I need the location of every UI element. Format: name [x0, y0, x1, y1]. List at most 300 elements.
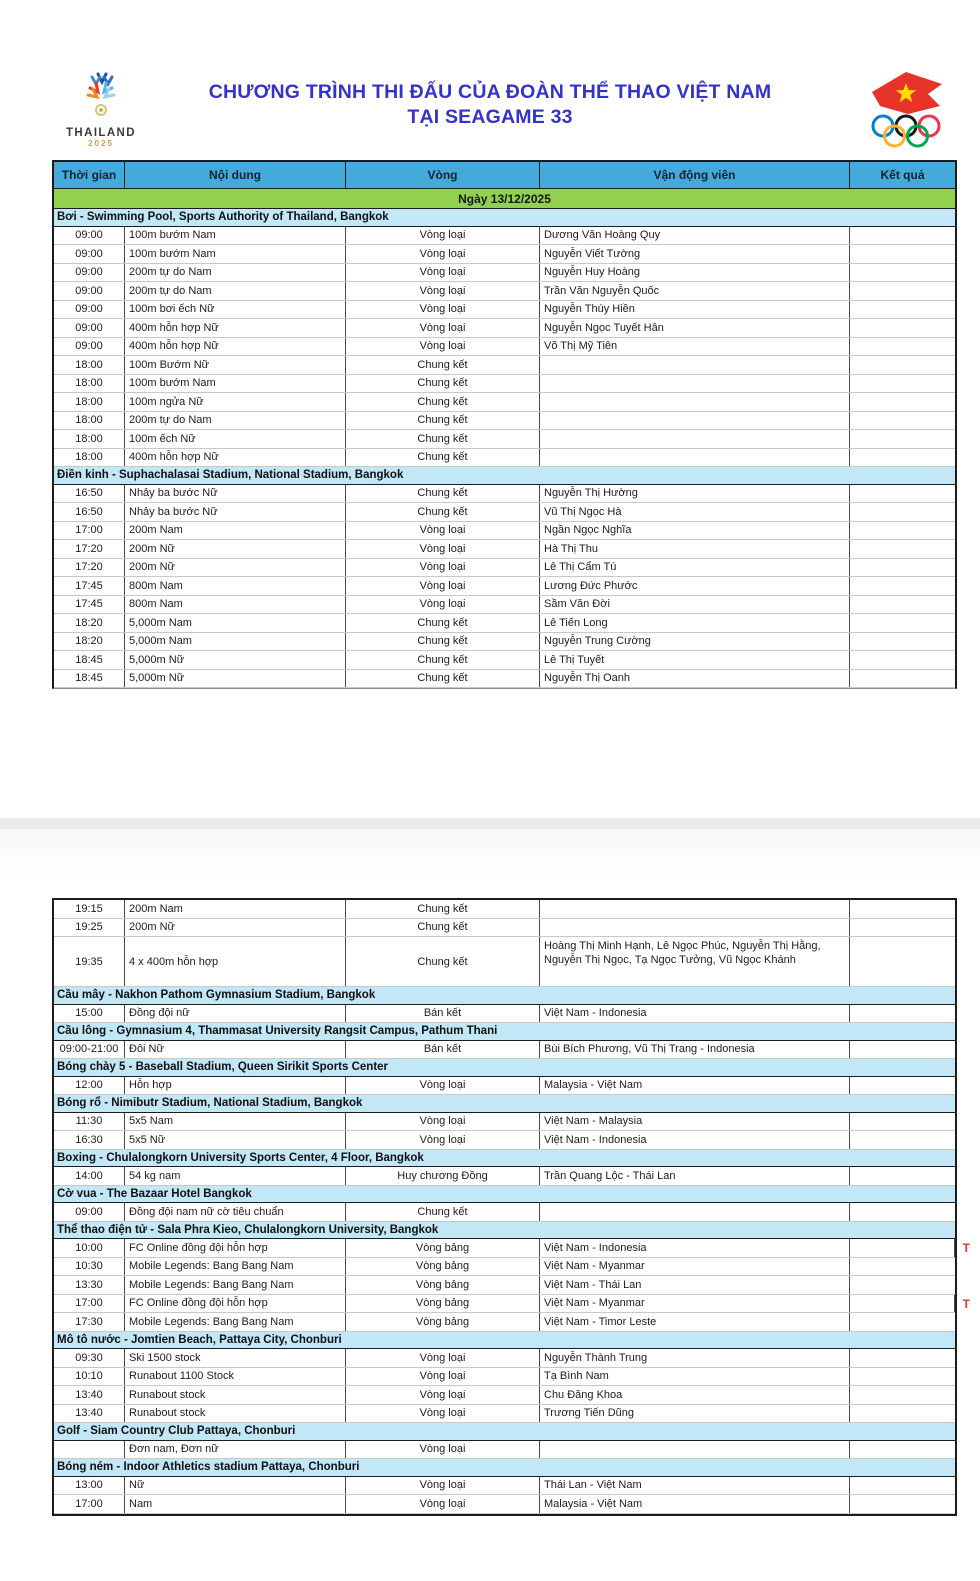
result-cell [850, 1368, 955, 1386]
result-cell [850, 1477, 955, 1495]
athlete-cell: Lê Thị Tuyết [540, 651, 850, 669]
schedule-row [54, 522, 955, 541]
event-cell: 100m ếch Nữ [125, 430, 346, 448]
athlete-cell: Nguyễn Huy Hoàng [540, 264, 850, 282]
schedule-row [54, 1405, 955, 1424]
round-cell: Vòng loại [346, 1495, 540, 1513]
time-cell: 09:00-21:00 [54, 1041, 125, 1059]
athlete-cell: Nguyễn Ngọc Tuyết Hân [540, 319, 850, 337]
round-cell: Vòng loại [346, 245, 540, 263]
time-cell: 13:30 [54, 1276, 125, 1294]
result-cell [850, 503, 955, 521]
result-cell [850, 245, 955, 263]
round-cell: Vòng loại [346, 319, 540, 337]
round-cell: Bán kết [346, 1005, 540, 1023]
event-cell: 200m Nam [125, 522, 346, 540]
athlete-cell: Nguyễn Viết Tường [540, 245, 850, 263]
result-cell [850, 1258, 955, 1276]
event-cell: 200m Nữ [125, 559, 346, 577]
event-cell: 5,000m Nữ [125, 651, 346, 669]
event-cell: Đồng đội nữ [125, 1005, 346, 1023]
round-cell: Chung kết [346, 919, 540, 937]
result-cell [850, 1386, 955, 1404]
event-cell: Đồng đội nam nữ cờ tiêu chuẩn [125, 1203, 346, 1221]
time-cell: 13:00 [54, 1477, 125, 1495]
time-cell: 16:50 [54, 503, 125, 521]
result-cell [850, 1167, 955, 1185]
brand-header [0, 68, 980, 152]
athlete-cell: Malaysia - Việt Nam [540, 1077, 850, 1095]
time-cell: 09:00 [54, 319, 125, 337]
athlete-cell [540, 449, 850, 467]
time-cell: 18:00 [54, 449, 125, 467]
result-cell [850, 1276, 955, 1294]
event-cell: Ski 1500 stock [125, 1349, 346, 1367]
event-cell: 100m bướm Nam [125, 245, 346, 263]
schedule-row [54, 1077, 955, 1096]
time-cell: 14:00 [54, 1167, 125, 1185]
result-cell [850, 1349, 955, 1367]
schedule-row [54, 227, 955, 246]
athlete-cell: Việt Nam - Myanmar [540, 1258, 850, 1276]
athlete-cell: Trương Tiến Dũng [540, 1405, 850, 1423]
result-cell [850, 1077, 955, 1095]
section-header-row: Cầu lông - Gymnasium 4, Thammasat University Rangsit Campus, Pathum Thani [54, 1022, 955, 1041]
athlete-cell [540, 1441, 850, 1459]
section-header-row: Bóng ném - Indoor Athletics stadium Pattaya, Chonburi [54, 1458, 955, 1477]
event-cell: 200m Nữ [125, 540, 346, 558]
round-cell: Vòng loại [346, 522, 540, 540]
result-cell [850, 937, 955, 986]
round-cell: Vòng bảng [346, 1276, 540, 1294]
section-header-row: Boxing - Chulalongkorn University Sports Center, 4 Floor, Bangkok [54, 1149, 955, 1168]
event-cell: 400m hỗn hợp Nữ [125, 319, 346, 337]
result-cell [850, 449, 955, 467]
event-cell: 100m Bướm Nữ [125, 356, 346, 374]
result-cell [850, 1239, 955, 1257]
schedule-row [54, 633, 955, 652]
schedule-row [54, 1441, 955, 1460]
result-cell [850, 485, 955, 503]
athlete-cell: Ngần Ngọc Nghĩa [540, 522, 850, 540]
time-cell: 09:00 [54, 338, 125, 356]
schedule-row [54, 485, 955, 504]
time-cell: 18:45 [54, 670, 125, 688]
thailand-logo-year: 2025 [88, 139, 114, 148]
schedule-row [54, 559, 955, 578]
round-cell: Chung kết [346, 412, 540, 430]
schedule-row [54, 670, 955, 689]
event-cell: Nam [125, 1495, 346, 1513]
event-cell: 200m Nữ [125, 919, 346, 937]
schedule-table-part1 [52, 160, 957, 689]
schedule-row [54, 1005, 955, 1024]
athlete-cell: Thái Lan - Việt Nam [540, 1477, 850, 1495]
time-cell: 10:00 [54, 1239, 125, 1257]
event-cell: FC Online đồng đội hỗn hợp [125, 1295, 346, 1313]
result-cell [850, 1295, 955, 1313]
time-cell: 19:15 [54, 900, 125, 918]
time-cell: 09:30 [54, 1349, 125, 1367]
round-cell: Vòng loại [346, 1386, 540, 1404]
time-cell: 19:35 [54, 937, 125, 986]
result-cell [850, 356, 955, 374]
round-cell: Vòng loại [346, 596, 540, 614]
result-cell [850, 282, 955, 300]
round-cell: Vòng loại [346, 282, 540, 300]
result-cell [850, 1041, 955, 1059]
schedule-row [54, 1239, 970, 1258]
time-cell: 18:20 [54, 614, 125, 632]
schedule-row [54, 319, 955, 338]
schedule-row [54, 245, 955, 264]
event-cell: 5x5 Nữ [125, 1131, 346, 1149]
schedule-row [54, 1203, 955, 1222]
event-cell: 100m ngửa Nữ [125, 393, 346, 411]
round-cell: Vòng loại [346, 540, 540, 558]
schedule-row [54, 1295, 970, 1314]
time-cell: 17:20 [54, 559, 125, 577]
edge-mark-t: T [962, 1241, 970, 1255]
athlete-cell: Việt Nam - Indonesia [540, 1005, 850, 1023]
athlete-cell: Malaysia - Việt Nam [540, 1495, 850, 1513]
section-header-row: Thể thao điện tử - Sala Phra Kieo, Chulalongkorn University, Bangkok [54, 1221, 955, 1240]
round-cell: Chung kết [346, 430, 540, 448]
round-cell: Chung kết [346, 356, 540, 374]
time-cell: 10:30 [54, 1258, 125, 1276]
athlete-cell [540, 1203, 850, 1221]
round-cell: Bán kết [346, 1041, 540, 1059]
time-cell: 11:30 [54, 1113, 125, 1131]
time-cell: 15:00 [54, 1005, 125, 1023]
event-cell: Mobile Legends: Bang Bang Nam [125, 1313, 346, 1331]
result-cell [850, 393, 955, 411]
athlete-cell: Trần Văn Nguyễn Quốc [540, 282, 850, 300]
schedule-row [54, 1477, 955, 1496]
page-title [120, 80, 860, 130]
section-header-row: Cờ vua - The Bazaar Hotel Bangkok [54, 1185, 955, 1204]
schedule-row [54, 449, 955, 468]
schedule-row [54, 412, 955, 431]
time-cell [54, 1441, 125, 1459]
round-cell: Chung kết [346, 651, 540, 669]
round-cell: Chung kết [346, 1203, 540, 1221]
athlete-cell: Lương Đức Phước [540, 577, 850, 595]
schedule-row [54, 1349, 955, 1368]
round-cell: Vòng loại [346, 577, 540, 595]
result-cell [850, 375, 955, 393]
round-cell: Vòng loại [346, 1113, 540, 1131]
round-cell: Chung kết [346, 900, 540, 918]
time-cell: 17:20 [54, 540, 125, 558]
result-cell [850, 577, 955, 595]
result-cell [850, 338, 955, 356]
schedule-row [54, 301, 955, 320]
event-cell: Đơn nam, Đơn nữ [125, 1441, 346, 1459]
round-cell: Vòng loại [346, 264, 540, 282]
event-cell: 5,000m Nam [125, 614, 346, 632]
time-cell: 17:45 [54, 596, 125, 614]
athlete-cell: Nguyễn Thành Trung [540, 1349, 850, 1367]
section-header-row: Bơi - Swimming Pool, Sports Authority of Thailand, Bangkok [54, 208, 955, 227]
scroll-stitch-fade [0, 829, 980, 877]
result-cell [850, 596, 955, 614]
round-cell: Vòng loại [346, 1368, 540, 1386]
round-cell: Chung kết [346, 633, 540, 651]
event-cell: Nữ [125, 1477, 346, 1495]
result-cell [850, 264, 955, 282]
round-cell: Vòng bảng [346, 1313, 540, 1331]
schedule-row [54, 1113, 955, 1132]
result-cell [850, 412, 955, 430]
schedule-row [54, 1276, 955, 1295]
event-cell: 800m Nam [125, 577, 346, 595]
athlete-cell [540, 412, 850, 430]
round-cell: Huy chương Đồng [346, 1167, 540, 1185]
round-cell: Chung kết [346, 614, 540, 632]
schedule-row [54, 356, 955, 375]
athlete-cell: Bùi Bích Phương, Vũ Thị Trang - Indonesia [540, 1041, 850, 1059]
section-header-row: Bóng chày 5 - Baseball Stadium, Queen Sirikit Sports Center [54, 1058, 955, 1077]
athlete-cell: Nguyễn Thị Hường [540, 485, 850, 503]
time-cell: 09:00 [54, 282, 125, 300]
event-cell: 200m tự do Nam [125, 412, 346, 430]
page-title-line2: TẠI SEAGAME 33 [407, 106, 573, 128]
round-cell: Vòng loại [346, 559, 540, 577]
event-cell: 100m bướm Nam [125, 375, 346, 393]
schedule-row [54, 651, 955, 670]
result-cell [850, 1005, 955, 1023]
round-cell: Chung kết [346, 375, 540, 393]
schedule-row [54, 1258, 955, 1277]
athlete-cell: Nguyễn Trung Cường [540, 633, 850, 651]
result-cell [850, 1441, 955, 1459]
vietnam-olympic-flag-rings-icon [860, 68, 952, 150]
page-title-line1: CHƯƠNG TRÌNH THI ĐẤU CỦA ĐOÀN THỂ THAO VIỆT NAM [208, 81, 772, 103]
time-cell: 16:30 [54, 1131, 125, 1149]
athlete-cell: Việt Nam - Myanmar [540, 1295, 850, 1313]
result-cell [850, 301, 955, 319]
round-cell: Vòng loại [346, 1349, 540, 1367]
time-cell: 18:00 [54, 412, 125, 430]
time-cell: 17:30 [54, 1313, 125, 1331]
athlete-cell: Việt Nam - Indonesia [540, 1239, 850, 1257]
result-cell [850, 1131, 955, 1149]
event-cell: 5x5 Nam [125, 1113, 346, 1131]
athlete-cell: Lê Tiến Long [540, 614, 850, 632]
schedule-row [54, 900, 955, 919]
result-cell [850, 540, 955, 558]
athlete-cell: Hà Thị Thu [540, 540, 850, 558]
result-cell [850, 614, 955, 632]
time-cell: 17:00 [54, 1495, 125, 1513]
schedule-row [54, 540, 955, 559]
scroll-stitch-band [0, 818, 980, 829]
athlete-cell: Dương Văn Hoàng Quy [540, 227, 850, 245]
time-cell: 09:00 [54, 301, 125, 319]
round-cell: Vòng bảng [346, 1258, 540, 1276]
thailand-logo-text: THAILAND [66, 127, 136, 139]
event-cell: 200m Nam [125, 900, 346, 918]
schedule-row [54, 1131, 955, 1150]
athlete-cell [540, 900, 850, 918]
schedule-row [54, 1386, 955, 1405]
event-cell: 400m hỗn hợp Nữ [125, 338, 346, 356]
athlete-cell: Võ Thị Mỹ Tiên [540, 338, 850, 356]
result-cell [850, 430, 955, 448]
date-row: Ngày 13/12/2025 [54, 189, 955, 209]
schedule-row [54, 1167, 955, 1186]
time-cell: 18:00 [54, 375, 125, 393]
time-cell: 18:00 [54, 430, 125, 448]
time-cell: 17:00 [54, 522, 125, 540]
schedule-row [54, 614, 955, 633]
schedule-row [54, 1313, 955, 1332]
round-cell: Chung kết [346, 449, 540, 467]
event-cell: 800m Nam [125, 596, 346, 614]
vietnam-olympic-logo [860, 68, 952, 155]
athlete-cell [540, 356, 850, 374]
result-cell [850, 919, 955, 937]
event-cell: Runabout stock [125, 1405, 346, 1423]
schedule-row [54, 919, 955, 938]
result-cell [850, 670, 955, 688]
event-cell: Đôi Nữ [125, 1041, 346, 1059]
schedule-row [54, 338, 955, 357]
result-cell [850, 651, 955, 669]
athlete-cell: Tạ Bình Nam [540, 1368, 850, 1386]
column-header: Vận động viên [540, 162, 850, 188]
result-cell [850, 633, 955, 651]
section-header-row: Cầu mây - Nakhon Pathom Gymnasium Stadium, Bangkok [54, 986, 955, 1005]
schedule-row [54, 264, 955, 283]
athlete-cell: Trần Quang Lộc - Thái Lan [540, 1167, 850, 1185]
round-cell: Vòng loại [346, 1077, 540, 1095]
round-cell: Vòng bảng [346, 1239, 540, 1257]
schedule-table-part2 [52, 898, 970, 1516]
event-cell: Runabout stock [125, 1386, 346, 1404]
time-cell: 12:00 [54, 1077, 125, 1095]
event-cell: 54 kg nam [125, 1167, 346, 1185]
athlete-cell: Hoàng Thị Minh Hạnh, Lê Ngọc Phúc, Nguyễn Thị Hằng, Nguyễn Thị Ngọc, Tạ Ngọc Tưởng, Vũ Ngọc Khánh [540, 937, 850, 986]
event-cell: 100m bơi ếch Nữ [125, 301, 346, 319]
event-cell: Runabout 1100 Stock [125, 1368, 346, 1386]
schedule-row [54, 503, 955, 522]
athlete-cell: Nguyễn Thúy Hiền [540, 301, 850, 319]
time-cell: 09:00 [54, 227, 125, 245]
column-header: Kết quả [880, 168, 925, 182]
schedule-row [54, 282, 955, 301]
schedule-row [54, 1041, 955, 1060]
event-cell: 200m tự do Nam [125, 282, 346, 300]
round-cell: Vòng loại [346, 338, 540, 356]
round-cell: Chung kết [346, 503, 540, 521]
schedule-row [54, 430, 955, 449]
event-cell: Mobile Legends: Bang Bang Nam [125, 1276, 346, 1294]
section-header-row: Mô tô nước - Jomtien Beach, Pattaya City, Chonburi [54, 1331, 955, 1350]
result-cell [850, 522, 955, 540]
event-cell: FC Online đồng đội hỗn hợp [125, 1239, 346, 1257]
round-cell: Vòng loại [346, 1441, 540, 1459]
result-cell [850, 1203, 955, 1221]
time-cell: 17:45 [54, 577, 125, 595]
schedule-row [54, 937, 955, 987]
event-cell: 5,000m Nam [125, 633, 346, 651]
schedule-row [54, 1495, 955, 1514]
result-cell [850, 319, 955, 337]
athlete-cell [540, 393, 850, 411]
round-cell: Chung kết [346, 485, 540, 503]
round-cell: Vòng loại [346, 227, 540, 245]
time-cell: 13:40 [54, 1405, 125, 1423]
athlete-cell: Lê Thị Cẩm Tú [540, 559, 850, 577]
result-cell [850, 1495, 955, 1513]
athlete-cell: Việt Nam - Malaysia [540, 1113, 850, 1131]
event-cell: 100m bướm Nam [125, 227, 346, 245]
schedule-row [54, 1368, 955, 1387]
round-cell: Vòng loại [346, 1405, 540, 1423]
result-cell [850, 1313, 955, 1331]
schedule-row [54, 375, 955, 394]
time-cell: 18:00 [54, 356, 125, 374]
round-cell: Chung kết [346, 393, 540, 411]
section-header-row: Bóng rổ - Nimibutr Stadium, National Stadium, Bangkok [54, 1094, 955, 1113]
athlete-cell [540, 375, 850, 393]
round-cell: Chung kết [346, 937, 540, 986]
time-cell: 09:00 [54, 264, 125, 282]
table-header-row [54, 162, 955, 189]
result-cell [850, 900, 955, 918]
result-cell [850, 1405, 955, 1423]
round-cell: Vòng bảng [346, 1295, 540, 1313]
time-cell: 19:25 [54, 919, 125, 937]
round-cell: Vòng loại [346, 301, 540, 319]
athlete-cell: Vũ Thị Ngọc Hà [540, 503, 850, 521]
time-cell: 10:10 [54, 1368, 125, 1386]
section-header-row: Golf - Siam Country Club Pattaya, Chonburi [54, 1422, 955, 1441]
schedule-row [54, 577, 955, 596]
event-cell: Nhảy ba bước Nữ [125, 503, 346, 521]
round-cell: Chung kết [346, 670, 540, 688]
time-cell: 16:50 [54, 485, 125, 503]
event-cell: 400m hỗn hợp Nữ [125, 449, 346, 467]
event-cell: 5,000m Nữ [125, 670, 346, 688]
round-cell: Vòng loại [346, 1477, 540, 1495]
event-cell: Mobile Legends: Bang Bang Nam [125, 1258, 346, 1276]
round-cell: Vòng loại [346, 1131, 540, 1149]
athlete-cell: Chu Đăng Khoa [540, 1386, 850, 1404]
time-cell: 13:40 [54, 1386, 125, 1404]
time-cell: 18:00 [54, 393, 125, 411]
event-cell: 200m tự do Nam [125, 264, 346, 282]
athlete-cell: Việt Nam - Timor Leste [540, 1313, 850, 1331]
column-header: Thời gian [54, 162, 125, 188]
athlete-cell: Nguyễn Thị Oanh [540, 670, 850, 688]
schedule-row [54, 393, 955, 412]
time-cell: 17:00 [54, 1295, 125, 1313]
event-cell: Nhảy ba bước Nữ [125, 485, 346, 503]
schedule-row [54, 596, 955, 615]
event-cell: Hỗn hợp [125, 1077, 346, 1095]
athlete-cell: Việt Nam - Thái Lan [540, 1276, 850, 1294]
column-header: Nội dung [125, 162, 346, 188]
result-cell [850, 227, 955, 245]
athlete-cell: Việt Nam - Indonesia [540, 1131, 850, 1149]
time-cell: 09:00 [54, 1203, 125, 1221]
section-header-row: Điền kinh - Suphachalasai Stadium, National Stadium, Bangkok [54, 466, 955, 485]
athlete-cell [540, 919, 850, 937]
athlete-cell [540, 430, 850, 448]
